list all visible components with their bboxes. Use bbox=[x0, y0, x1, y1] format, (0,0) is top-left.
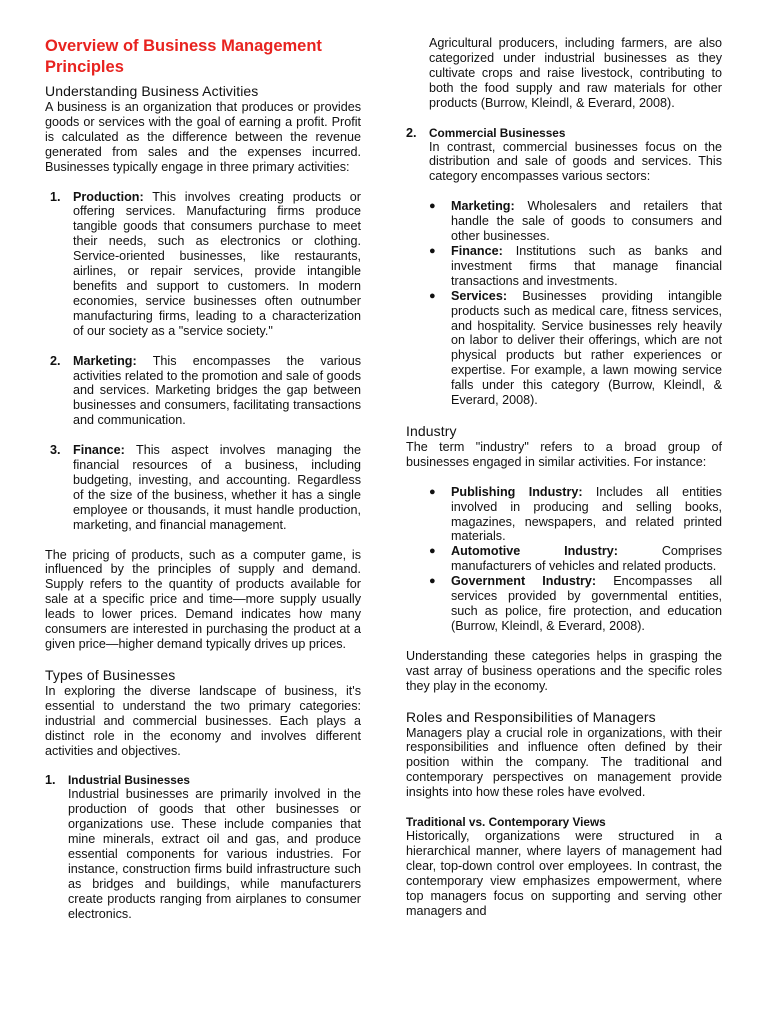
section-heading-types-of-businesses: Types of Businesses bbox=[45, 666, 176, 683]
list-item-term: Marketing: bbox=[73, 353, 137, 368]
list-item-term: Finance: bbox=[73, 443, 125, 458]
list-item-term: Government Industry: bbox=[451, 574, 597, 589]
document-title: Overview of Business Management Principles bbox=[45, 37, 322, 76]
list-item-text: This aspect involves managing the financial resources of a business, including budgeting, investing, and accounting. Regardless of the size of the business, whether it has a single employee or thousands, it must handle production, marketing, and financial management. bbox=[73, 443, 361, 532]
list-item-text: This involves creating products or offering services. Manufacturing firms produce tangible goods that consumers purchase to meet their needs, such as electronics or clothing. Service-oriented businesses, like restaurants, airlines, or repair services, provide intangible benefits and support to customers. In modern economies, service businesses often outnumber manufacturing firms, leading to a characterization of our society as a "service society." bbox=[73, 189, 361, 338]
subheading-industrial-businesses: Industrial Businesses bbox=[68, 773, 190, 788]
left-column bbox=[45, 36, 361, 922]
list-item bbox=[45, 190, 361, 339]
list-marker: 2. bbox=[50, 353, 61, 368]
list-item-text: Institutions such as banks and investment firms that manage financial transactions and investments. bbox=[451, 243, 722, 288]
commercial-businesses-text: In contrast, commercial businesses focus on the distribution and sale of goods and services. This category encompasses various sectors: bbox=[429, 139, 722, 184]
industry-list bbox=[406, 485, 722, 634]
list-item bbox=[406, 289, 722, 408]
list-item-term: Marketing: bbox=[451, 199, 515, 214]
business-activities-list bbox=[45, 190, 361, 533]
subheading-commercial-businesses: Commercial Businesses bbox=[429, 125, 566, 140]
list-item-text: This encompasses the various activities related to the promotion and sale of goods and services. Marketing bridges the gap between businesses and consumers, facilitating transactions and communication. bbox=[73, 353, 361, 428]
list-marker: 1. bbox=[50, 189, 61, 204]
list-item-text: Wholesalers and retailers that handle the sale of goods to consumers and other businesses. bbox=[451, 199, 722, 244]
industrial-businesses-text: Industrial businesses are primarily involved in the production of goods that other businesses or organizations use. These include companies that mine minerals, extract oil and gas, and produce essential components for various industries. For instance, construction firms build infrastructure such as bridges and buildings, while manufacturers create products ranging from airplanes to consumer electronics. bbox=[68, 787, 361, 921]
right-column bbox=[406, 36, 722, 919]
list-item-text: Businesses providing intangible products such as medical care, fitness services, and hospitality. Service businesses rely heavily on labor to deliver their offerings, which are not physical products but rather experiences or expertise. For example, a lawn mowing service falls under this category (Burrow, Kleindl, & Everard, 2008). bbox=[451, 288, 722, 408]
list-item-text: Encompasses all services provided by governmental entities, such as police, fire protection, and education (Burrow, Kleindl, & Everard, 2008). bbox=[451, 574, 722, 633]
commercial-businesses-heading-row bbox=[406, 126, 722, 140]
industry-outro: Understanding these categories helps in grasping the vast array of business operations and the specific roles they play in the economy. bbox=[406, 648, 722, 693]
pricing-paragraph: The pricing of products, such as a computer game, is influenced by the principles of supply and demand. Supply refers to the quantity of products available for sale at a specific price and time—more supply usually leads to lower prices. Demand indicates how many consumers are interested in purchasing the product at a given price—higher demand typically drives up prices. bbox=[45, 547, 361, 651]
industry-intro: The term "industry" refers to a broad group of businesses engaged in similar activities. For instance: bbox=[406, 439, 722, 469]
commercial-sectors-list bbox=[406, 199, 722, 408]
section-heading-industry: Industry bbox=[406, 422, 457, 439]
bullet-icon: ● bbox=[429, 200, 436, 213]
list-item bbox=[406, 244, 722, 289]
business-activities-intro: A business is an organization that produces or provides goods or services with the goal of earning a profit. Profit is calculated as the difference between the revenue generated from sales and the expenses incurred. Businesses typically engage in three primary activities: bbox=[45, 100, 361, 174]
list-item-term: Finance: bbox=[451, 243, 503, 258]
list-item-term: Automotive Industry: bbox=[451, 544, 618, 559]
list-item bbox=[406, 544, 722, 574]
list-marker: 2. bbox=[406, 125, 417, 140]
list-marker: 1. bbox=[45, 773, 56, 788]
list-item-text: Includes all entities involved in producing and selling books, magazines, newspapers, and related printed materials. bbox=[451, 484, 722, 544]
list-item bbox=[406, 574, 722, 634]
bullet-icon: ● bbox=[429, 289, 436, 302]
list-item-text: Comprises manufacturers of vehicles and related products. bbox=[451, 544, 723, 574]
list-item bbox=[406, 485, 722, 545]
bullet-icon: ● bbox=[429, 575, 436, 588]
industrial-businesses-heading-row bbox=[45, 773, 361, 787]
list-item-term: Production: bbox=[73, 189, 144, 204]
section-heading-business-activities: Understanding Business Activities bbox=[45, 83, 259, 99]
traditional-vs-contemporary-text: Historically, organizations were structured in a hierarchical manner, where layers of management had clear, top-down control over employees. In contrast, the contemporary view emphasizes empowerment, where top managers focus on supporting and serving other managers and bbox=[406, 829, 722, 918]
list-item-term: Services: bbox=[451, 288, 508, 303]
subheading-traditional-vs-contemporary: Traditional vs. Contemporary Views bbox=[406, 815, 606, 830]
bullet-icon: ● bbox=[429, 545, 436, 558]
bullet-icon: ● bbox=[429, 485, 436, 498]
list-item bbox=[45, 354, 361, 429]
agricultural-paragraph: Agricultural producers, including farmers, are also categorized under industrial businesses as they cultivate crops and raise livestock, contributing to both the food supply and raw materials for other products (Burrow, Kleindl, & Everard, 2008). bbox=[429, 36, 722, 110]
managers-intro: Managers play a crucial role in organizations, with their responsibilities and influence often defined by their position within the company. The traditional and contemporary perspectives on management provide insights into how these roles have evolved. bbox=[406, 725, 722, 800]
list-item bbox=[45, 443, 361, 532]
bullet-icon: ● bbox=[429, 244, 436, 257]
list-item-term: Publishing Industry: bbox=[451, 484, 583, 499]
types-of-businesses-intro: In exploring the diverse landscape of business, it's essential to understand the two primary categories: industrial and commercial businesses. Each plays a distinct role in the economy and involves different activities and objectives. bbox=[45, 683, 361, 758]
section-heading-managers: Roles and Responsibilities of Managers bbox=[406, 708, 656, 725]
list-marker: 3. bbox=[50, 443, 61, 458]
list-item bbox=[406, 199, 722, 244]
